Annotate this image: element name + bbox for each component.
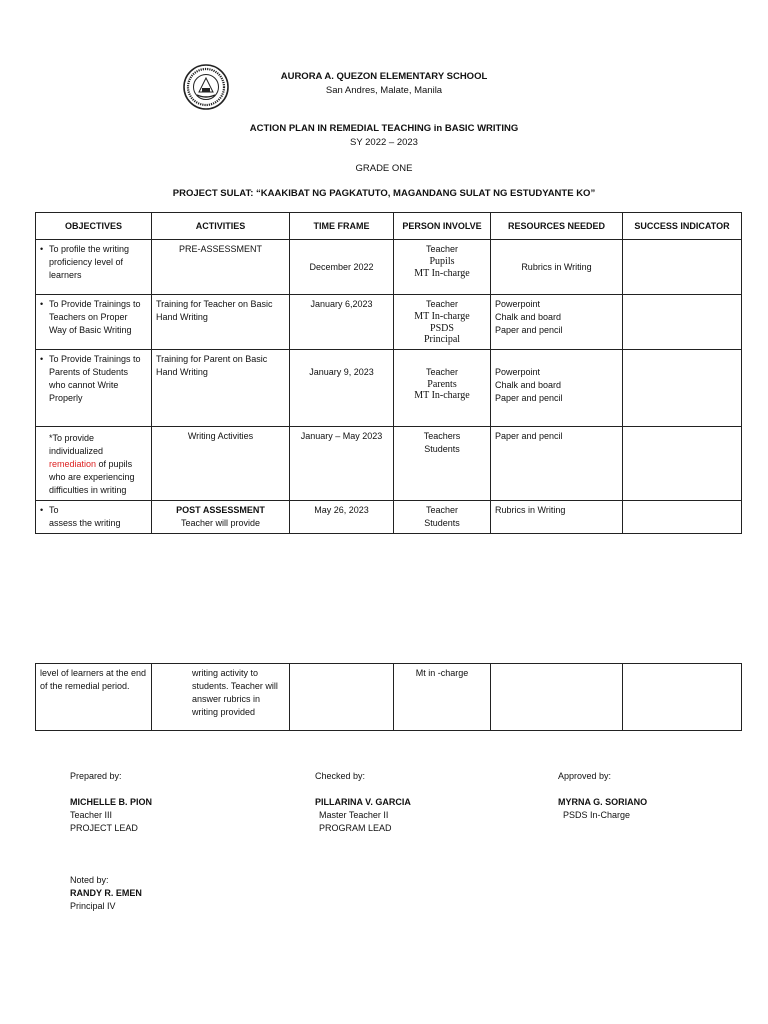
resource-item: Paper and pencil <box>495 325 563 335</box>
approved-by-block <box>558 770 647 822</box>
objective-text: assess the writing <box>49 517 121 528</box>
activity-cell: writing activity to students. Teacher will answer rubrics in writing provided <box>152 664 290 731</box>
checked-by-label: Checked by: <box>315 771 366 781</box>
checked-by-name: PILLARINA V. GARCIA <box>315 797 411 807</box>
person-item: Parents <box>427 378 457 390</box>
continuation-table <box>35 663 742 731</box>
person-item: Teacher <box>425 366 459 377</box>
prepared-by-label: Prepared by: <box>70 771 122 781</box>
objective-text: of pupils who are experiencing difficulties in writing <box>49 458 135 495</box>
checked-by-title: Master Teacher II <box>319 810 389 820</box>
resources-cell: Rubrics in Writing <box>491 240 623 295</box>
column-header: TIME FRAME <box>290 213 394 240</box>
table-row <box>36 664 742 731</box>
column-header: PERSON INVOLVE <box>394 213 491 240</box>
objective-cell: level of learners at the end of the remedial period. <box>36 664 152 731</box>
table-row <box>36 349 742 426</box>
person-cell: Mt in -charge <box>394 664 491 731</box>
success-indicator-cell <box>623 349 742 426</box>
activity-cell: PRE-ASSESSMENT <box>152 240 290 295</box>
objective-cell: • To Provide Trainings to Parents of Students who cannot Write Properly <box>40 353 147 405</box>
resource-item: Powerpoint <box>495 366 541 377</box>
prepared-by-title: Teacher III <box>70 810 113 820</box>
school-year: SY 2022 – 2023 <box>350 137 418 148</box>
person-item: PSDS <box>430 322 454 334</box>
approved-by-name: MYRNA G. SORIANO <box>558 797 648 807</box>
table-row <box>36 240 742 295</box>
noted-by-label: Noted by: <box>70 875 109 885</box>
school-name: AURORA A. QUEZON ELEMENTARY SCHOOL <box>280 71 488 82</box>
table-row <box>36 426 742 500</box>
plan-title: ACTION PLAN IN REMEDIAL TEACHING in BASIC WRITING <box>249 123 519 134</box>
prepared-by-name: MICHELLE B. PION <box>70 797 153 807</box>
table-row <box>36 500 742 533</box>
person-item: MT In-charge <box>414 311 470 322</box>
activity-cell: Writing Activities <box>152 426 290 500</box>
person-item: Pupils <box>429 256 455 267</box>
school-address: San Andres, Malate, Manila <box>325 85 443 96</box>
person-item: MT In-charge <box>414 267 470 279</box>
column-header: SUCCESS INDICATOR <box>623 213 742 240</box>
activity-heading: POST ASSESSMENT <box>176 504 265 515</box>
activity-cell: Training for Teacher on Basic Hand Writing <box>152 295 290 350</box>
checked-by-role: PROGRAM LEAD <box>319 823 392 833</box>
objective-cell <box>40 432 147 497</box>
success-indicator-cell <box>623 664 742 731</box>
checked-by-block <box>315 770 411 835</box>
person-item: Teacher <box>425 244 459 254</box>
noted-by-name: RANDY R. EMEN <box>70 888 142 898</box>
person-item: Students <box>424 517 460 528</box>
column-header: RESOURCES NEEDED <box>491 213 623 240</box>
time-frame-cell: January 9, 2023 <box>290 349 394 426</box>
success-indicator-cell <box>623 295 742 350</box>
resource-item: Chalk and board <box>495 379 562 390</box>
activity-text: Teacher will provide <box>180 517 261 528</box>
table-row <box>36 295 742 350</box>
person-item: Principal <box>423 334 461 345</box>
success-indicator-cell <box>623 500 742 533</box>
resource-item: Powerpoint <box>495 299 541 309</box>
column-header: ACTIVITIES <box>152 213 290 240</box>
noted-by-block <box>70 874 142 913</box>
column-header: OBJECTIVES <box>36 213 152 240</box>
project-title: PROJECT SULAT: “KAAKIBAT NG PAGKATUTO, MAGANDANG SULAT NG ESTUDYANTE KO” <box>172 188 596 199</box>
objective-cell: • To profile the writing proficiency level of learners <box>40 243 147 282</box>
resource-item: Chalk and board <box>495 312 562 322</box>
resources-cell: Paper and pencil <box>491 426 623 500</box>
time-frame-cell: December 2022 <box>290 240 394 295</box>
objective-text: *To provide individualized <box>49 432 104 456</box>
person-item: MT In-charge <box>414 390 470 401</box>
table-header-row <box>36 213 742 240</box>
noted-by-title: Principal IV <box>70 901 116 911</box>
action-plan-table <box>35 212 742 534</box>
time-frame-cell: May 26, 2023 <box>290 500 394 533</box>
activity-cell: Training for Parent on Basic Hand Writing <box>152 349 290 426</box>
resource-item: Paper and pencil <box>495 392 563 403</box>
time-frame-cell: January 6,2023 <box>290 295 394 350</box>
resources-cell <box>491 664 623 731</box>
success-indicator-cell <box>623 426 742 500</box>
time-frame-cell <box>290 664 394 731</box>
person-item: Teacher <box>425 299 459 309</box>
success-indicator-cell <box>623 240 742 295</box>
grade-level: GRADE ONE <box>355 163 413 174</box>
person-item: Students <box>424 443 460 454</box>
objective-text: • To <box>40 504 147 517</box>
resources-cell: Rubrics in Writing <box>491 500 623 533</box>
prepared-by-block <box>70 770 152 835</box>
objective-highlight: remediation <box>49 458 97 469</box>
approved-by-title: PSDS In-Charge <box>563 810 631 820</box>
objective-cell: • To Provide Trainings to Teachers on Proper Way of Basic Writing <box>40 298 147 337</box>
prepared-by-role: PROJECT LEAD <box>70 823 138 833</box>
approved-by-label: Approved by: <box>558 771 612 781</box>
person-item: Teachers <box>423 430 461 441</box>
time-frame-cell: January – May 2023 <box>290 426 394 500</box>
person-item: Teacher <box>425 504 459 515</box>
